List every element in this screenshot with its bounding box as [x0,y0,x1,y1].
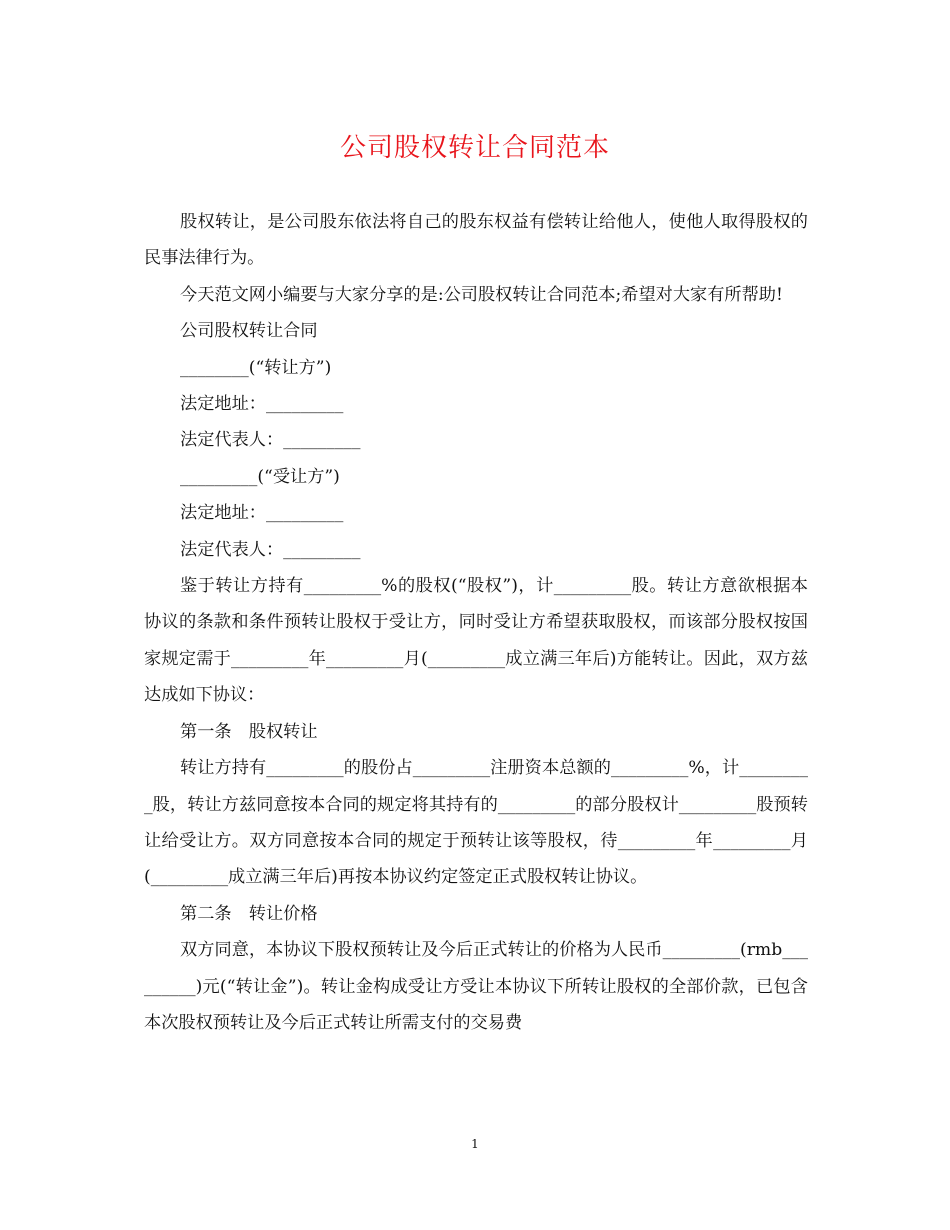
paragraph-intro-definition: 股权转让，是公司股东依法将自己的股东权益有偿转让给他人，使他人取得股权的民事法律行为。 [144,212,808,269]
document-body [144,204,808,1041]
transferor-line: ________(“转让方”) [180,357,332,378]
transferee-representative: 法定代表人：_________ [180,539,361,560]
transferee-line: _________(“受让方”) [180,466,340,487]
paragraph-intro-share: 今天范文网小编要与大家分享的是:公司股权转让合同范本;希望对大家有所帮助! [180,284,783,305]
transferee-address: 法定地址：_________ [180,503,344,524]
article-1-heading: 第一条 股权转让 [180,721,318,742]
article-2-body: 双方同意，本协议下股权预转让及今后正式转让的价格为人民币_________(rmb_________)元(“转让金”)。转让金构成受让方受让本协议下所转让股权的全部价款，已包含本次股权预转让及今后正式转让所需支付的交易费 [144,940,808,1033]
document-title: 公司股权转让合同范本 [339,133,610,163]
page-number: 1 [471,1137,479,1151]
transferor-representative: 法定代表人：_________ [180,430,361,451]
paragraph-recitals: 鉴于转让方持有_________%的股权(“股权”)，计_________股。转让方意欲根据本协议的条款和条件预转让股权于受让方，同时受让方希望获取股权，而该部分股权按国家规定需于_________年_________月(_________成立满三年后)方能转让。因此，双方兹达成如下协议： [144,576,808,706]
article-2-heading: 第二条 转让价格 [180,903,318,924]
article-1-body: 转让方持有_________的股份占_________注册资本总额的_________%，计_________股，转让方兹同意按本合同的规定将其持有的_________的部分股权计_________股预转让给受让方。双方同意按本合同的规定于预转让该等股权，待_________年_________月(_________成立满三年后)再按本协议约定签定正式股权转让协议。 [144,758,808,888]
transferor-address: 法定地址：_________ [180,394,344,415]
contract-heading: 公司股权转让合同 [180,321,318,342]
